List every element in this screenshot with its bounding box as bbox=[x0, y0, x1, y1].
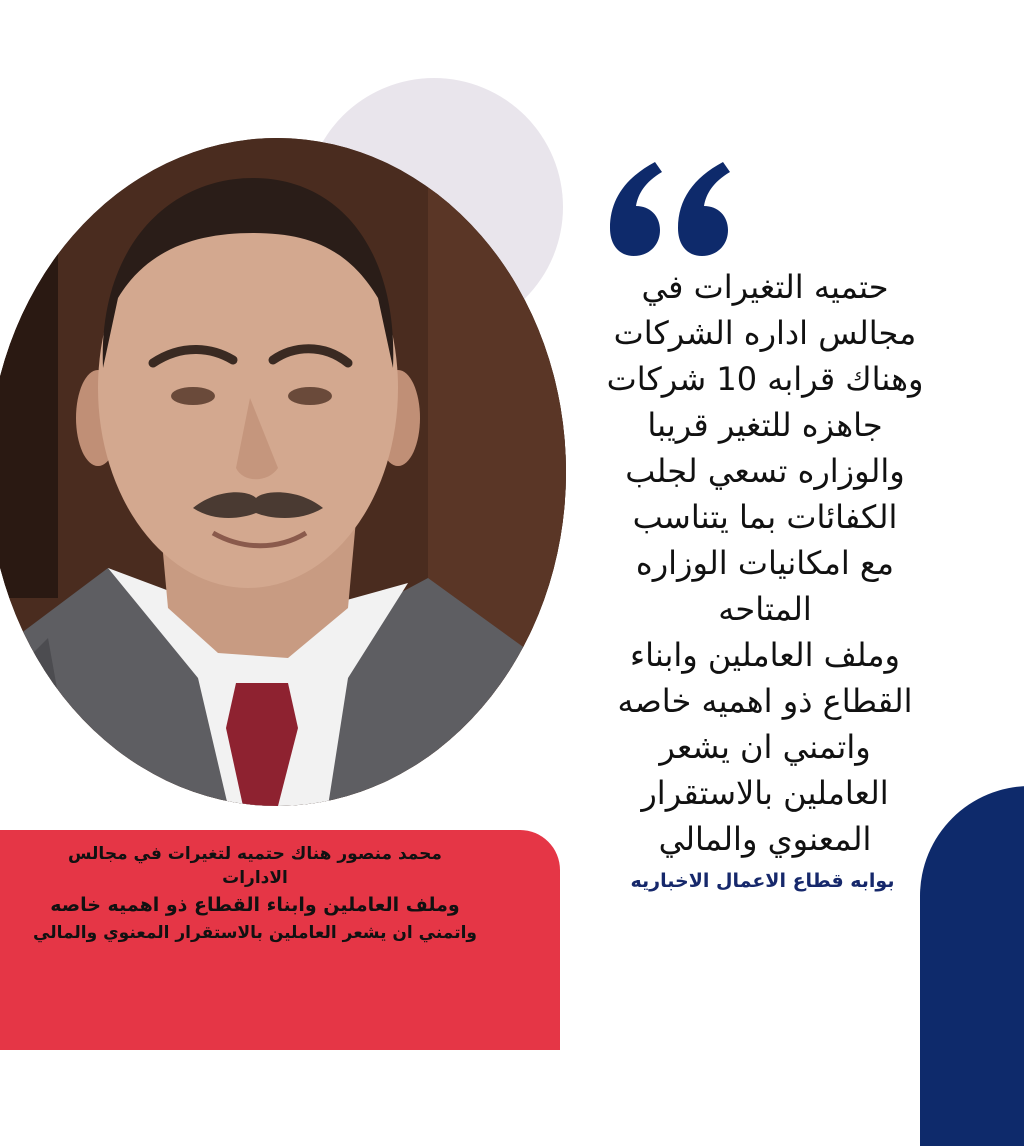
quote-line: القطاع ذو اهميه خاصه bbox=[617, 682, 913, 720]
quote-line: والوزاره تسعي لجلب bbox=[625, 452, 905, 490]
caption-line: واتمني ان يشعر العاملين بالاستقرار المعنوي والمالي bbox=[33, 923, 477, 943]
portrait-photo bbox=[0, 138, 566, 806]
quote-line: مجالس اداره الشركات bbox=[613, 314, 917, 352]
quote-line: جاهزه للتغير قريبا bbox=[647, 406, 883, 444]
quote-line: واتمني ان يشعر bbox=[659, 728, 871, 766]
caption-line: الادارات bbox=[222, 868, 288, 888]
decorative-navy-arch bbox=[920, 786, 1024, 1146]
caption-line: وملف العاملين وابناء القطاع ذو اهميه خاصه bbox=[50, 894, 460, 916]
quote-line: المتاحه bbox=[718, 590, 812, 628]
quote-line: وملف العاملين وابناء bbox=[630, 636, 900, 674]
quote-line: المعنوي والمالي bbox=[658, 820, 872, 858]
quote-line: مع امكانيات الوزاره bbox=[635, 544, 895, 582]
quote-text bbox=[585, 264, 945, 862]
source-label: بوابه قطاع الاعمال الاخباريه bbox=[630, 870, 895, 892]
caption-text bbox=[0, 842, 510, 946]
portrait-illustration bbox=[0, 138, 566, 806]
quote-line: الكفائات بما يتناسب bbox=[632, 498, 898, 536]
quote-line: وهناك قرابه 10 شركات bbox=[606, 360, 924, 398]
caption-line: محمد منصور هناك حتميه لتغيرات في مجالس bbox=[68, 844, 442, 864]
quote-line: العاملين بالاستقرار bbox=[641, 774, 889, 812]
quote-line: حتميه التغيرات في bbox=[641, 268, 889, 306]
quote-mark-icon bbox=[600, 150, 740, 260]
